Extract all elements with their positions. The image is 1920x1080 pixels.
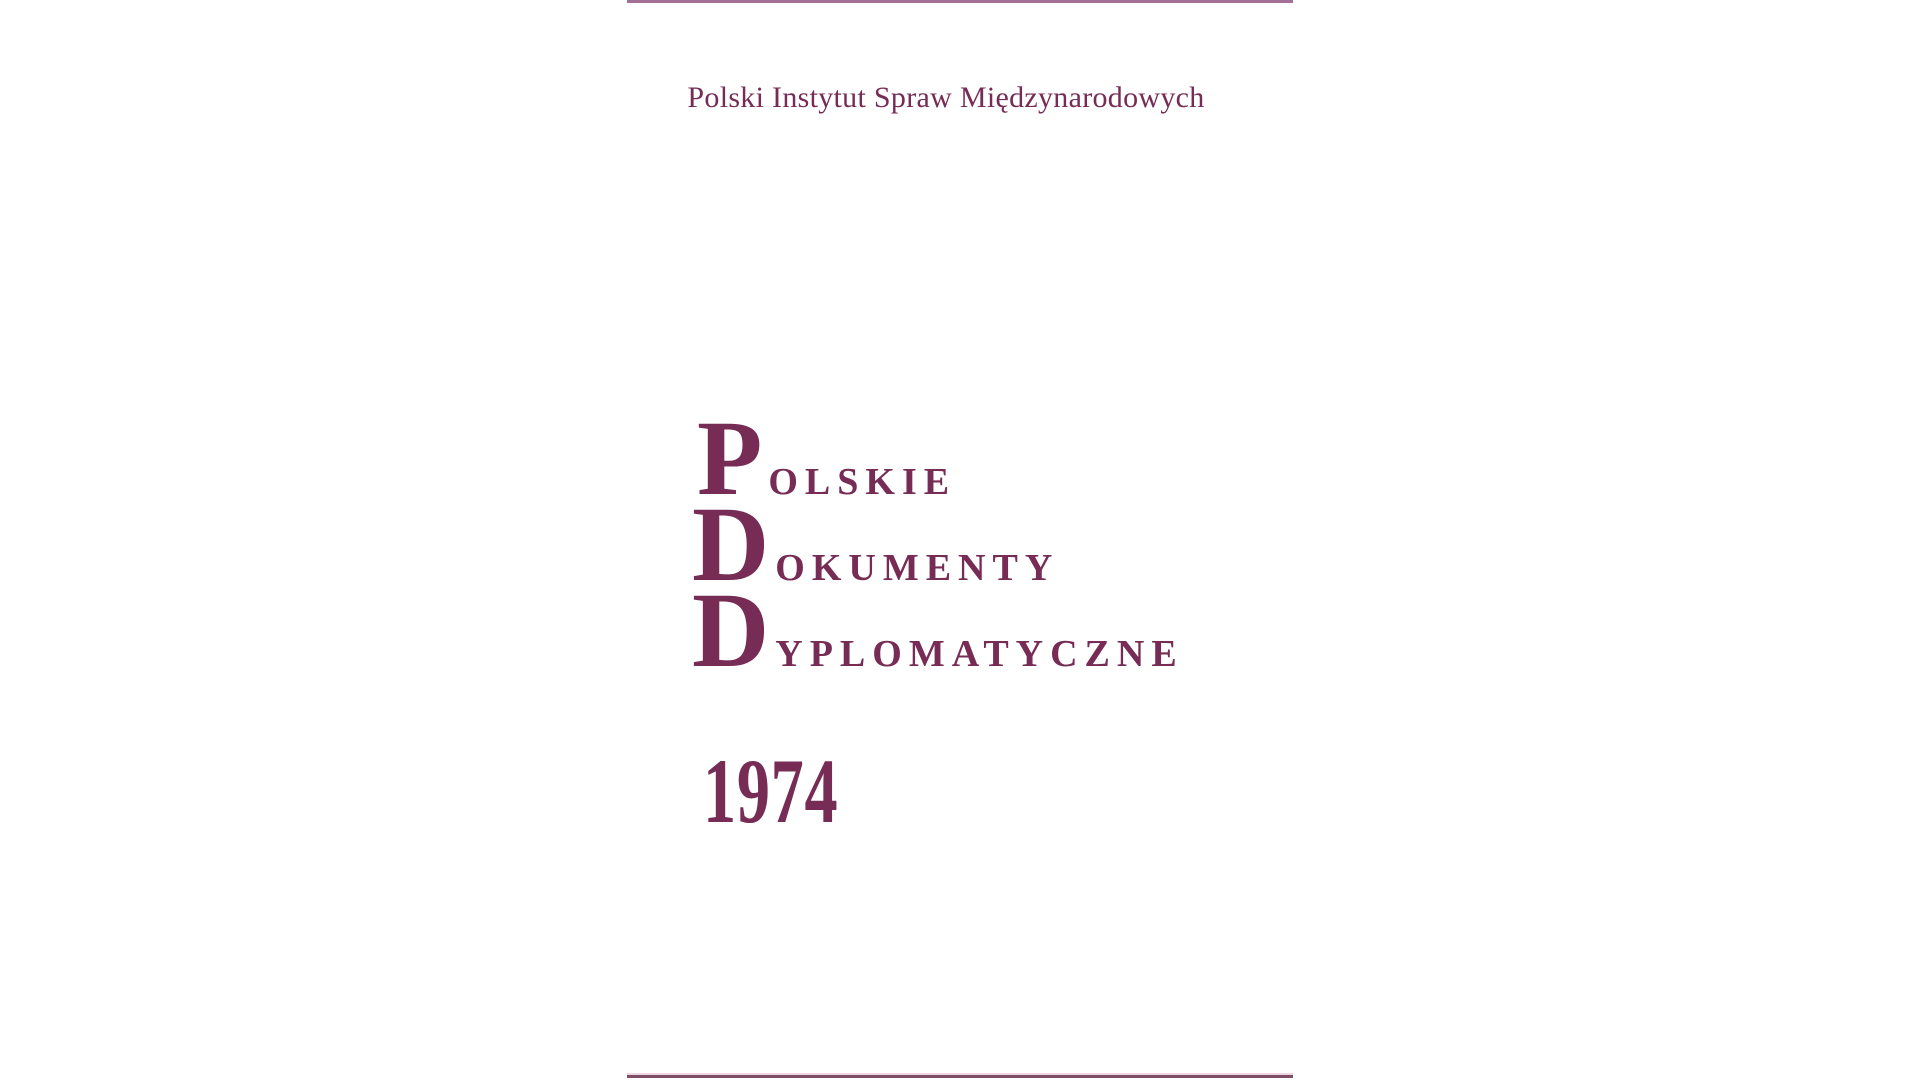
title-rest: OKUMENTY <box>775 547 1060 589</box>
bottom-rule <box>627 1073 1293 1078</box>
title-initial: D <box>692 572 770 690</box>
title-rest: OLSKIE <box>768 461 957 503</box>
title-line-polskie <box>697 400 1184 518</box>
top-rule <box>627 0 1293 3</box>
title-line-dyplomatyczne <box>692 572 1184 690</box>
title-page <box>627 0 1293 1080</box>
title-initial: P <box>697 400 763 518</box>
title-initial: D <box>692 486 770 604</box>
publisher-line: Polski Instytut Spraw Międzynarodowych <box>687 81 1205 114</box>
book-title <box>692 400 1184 690</box>
title-rest: YPLOMATYCZNE <box>775 633 1184 675</box>
year: 1974 <box>703 740 839 842</box>
